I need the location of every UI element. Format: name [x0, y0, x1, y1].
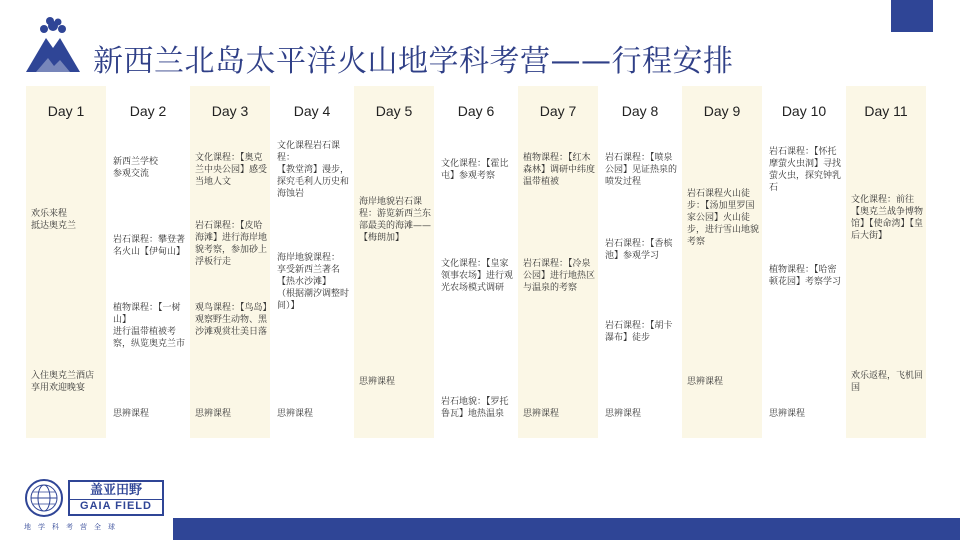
activity-cell: 岩石课程：【冷泉公园】进行地热区与温泉的考察	[523, 259, 596, 293]
brand-name-en: GAIA FIELD	[80, 500, 152, 512]
activity-cell: 思辨课程	[523, 409, 560, 419]
activity-cell: 文化课程岩石课程： 【教堂湾】漫步，探究毛利人历史和海蚀岩	[277, 141, 350, 199]
page-title: 新西兰北岛太平洋火山地学科考营——行程安排	[93, 44, 734, 79]
activity-cell: 岩石课程：【怀托摩萤火虫洞】寻找萤火虫，探究钟乳石	[769, 147, 842, 193]
day-column	[272, 86, 352, 438]
brand-tagline: 地学科考营全球	[24, 523, 122, 531]
activity-cell: 岩石课程：攀登著名火山【伊甸山】	[113, 235, 186, 257]
day-header: Day 10	[781, 103, 827, 119]
activity-cell: 欢乐返程，飞机回国	[851, 371, 924, 393]
activity-cell: 思辨课程	[769, 409, 806, 419]
activity-cell: 文化课程：【皇家领事农场】进行观光农场模式调研	[441, 259, 514, 293]
activity-cell: 思辨课程	[605, 409, 642, 419]
activity-cell: 海岸地貌课程： 享受新西兰著名【热水沙滩】 （根据潮汐调整时间）】	[277, 253, 350, 311]
activity-cell: 新西兰学校 参观交流	[113, 157, 159, 179]
volcano-logo-icon	[22, 14, 84, 76]
footer-bar	[173, 518, 960, 540]
activity-cell: 思辨课程	[687, 377, 724, 387]
activity-cell: 观鸟课程：【鸟岛】观察野生动物、黑沙滩观赏壮美日落	[195, 303, 268, 337]
activity-cell: 文化课程：【奥克兰中央公园】感受当地人文	[195, 153, 268, 187]
day-header: Day 9	[703, 103, 741, 119]
brand-wordmark	[68, 480, 164, 516]
activity-cell: 思辨课程	[113, 409, 150, 419]
globe-emblem-icon	[24, 478, 64, 518]
activity-cell: 岩石地貌：【罗托鲁瓦】地热温泉	[441, 397, 509, 419]
brand-name-cn: 盖亚田野	[70, 484, 162, 500]
activity-cell: 思辨课程	[359, 377, 396, 387]
day-column	[436, 86, 516, 438]
activity-cell: 植物课程：【哈密顿花园】考察学习	[769, 265, 842, 287]
activity-cell: 思辨课程	[195, 409, 232, 419]
day-column	[518, 86, 598, 438]
day-column	[600, 86, 680, 438]
day-column	[764, 86, 844, 438]
activity-cell: 植物课程：【红木森林】调研中纬度温带植被	[523, 153, 596, 187]
day-column	[108, 86, 188, 438]
day-column	[26, 86, 106, 438]
activity-cell: 岩石课程：【喷泉公园】见证热泉的喷发过程	[605, 153, 678, 187]
itinerary-table	[26, 86, 928, 438]
day-header: Day 8	[621, 103, 659, 119]
activity-cell: 岩石课程：【皮哈海滩】进行海岸地貌考察，参加砂上浮板行走	[195, 221, 268, 267]
brand-logo	[24, 474, 164, 534]
corner-accent	[891, 0, 933, 32]
activity-cell: 欢乐来程 抵达奥克兰	[31, 209, 77, 231]
day-header: Day 3	[211, 103, 249, 119]
day-column	[682, 86, 762, 438]
day-header: Day 7	[539, 103, 577, 119]
day-header: Day 11	[864, 103, 908, 119]
day-column	[846, 86, 926, 438]
day-header: Day 4	[293, 103, 331, 119]
activity-cell: 文化课程：前往【奥克兰战争博物馆】【使命湾】【皇后大街】	[851, 195, 924, 241]
activity-cell: 岩石课程：【香槟池】参观学习	[605, 239, 673, 261]
day-header: Day 6	[457, 103, 495, 119]
day-header: Day 5	[375, 103, 413, 119]
day-column	[190, 86, 270, 438]
activity-cell: 岩石课程：【胡卡瀑布】徒步	[605, 321, 673, 343]
activity-cell: 思辨课程	[277, 409, 314, 419]
activity-cell: 岩石课程火山徒步：【汤加里罗国家公园】火山徒步，进行雪山地貌考察	[687, 189, 760, 247]
activity-cell: 植物课程：【一树山】 进行温带植被考察，纵览奥克兰市	[113, 303, 186, 349]
activity-cell: 海岸地貌岩石课程：游览新西兰东部最美的海滩——【梅朗加】	[359, 197, 432, 243]
activity-cell: 文化课程：【霍比屯】参观考察	[441, 159, 509, 181]
activity-cell: 入住奥克兰酒店 享用欢迎晚宴	[31, 371, 95, 393]
day-column	[354, 86, 434, 438]
day-header: Day 2	[129, 103, 167, 119]
day-header: Day 1	[47, 103, 85, 119]
